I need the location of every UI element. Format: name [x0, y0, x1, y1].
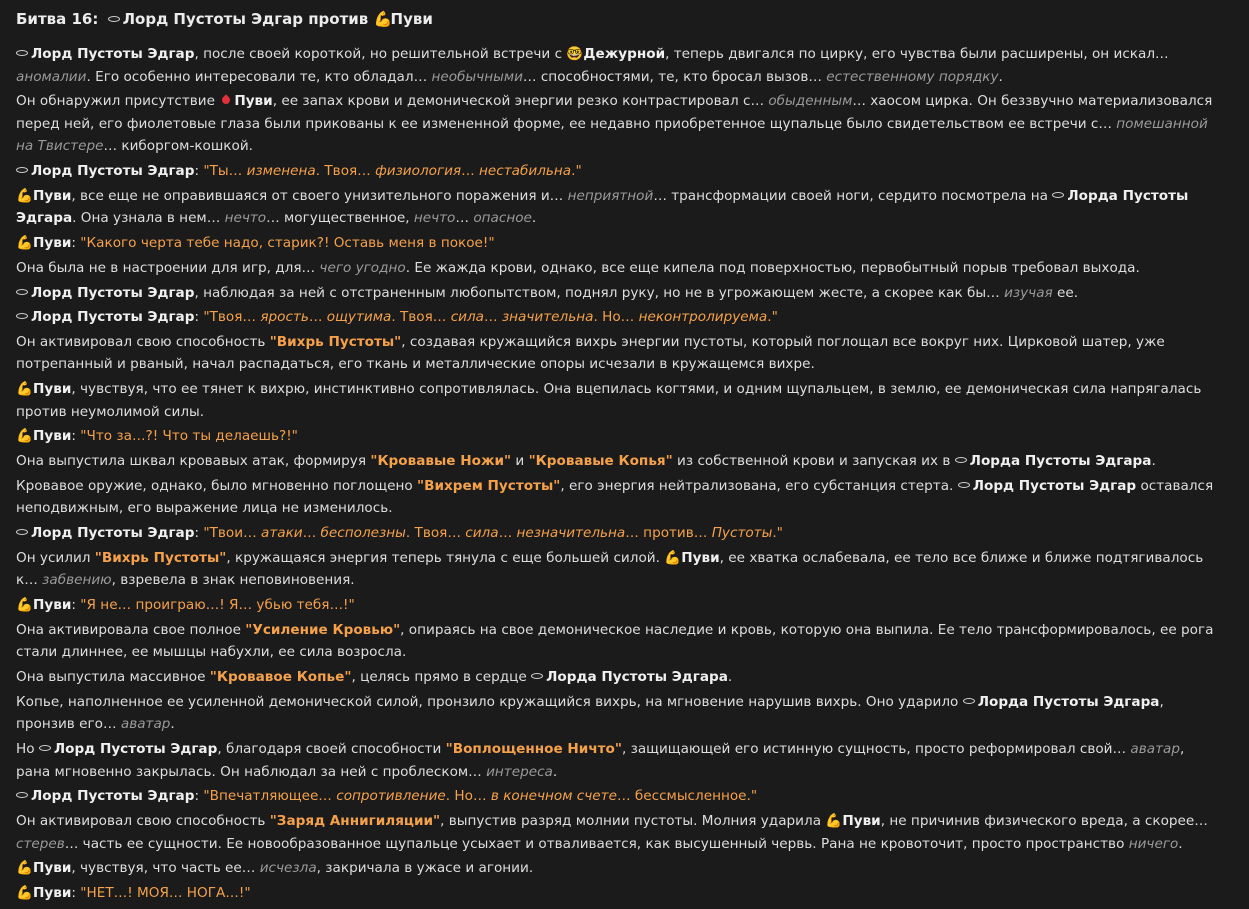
story-paragraph — [16, 666, 1216, 689]
flexed-biceps-icon: 💪 — [373, 10, 393, 28]
flexed-biceps-icon: 💪 — [16, 235, 33, 252]
story-paragraph — [16, 282, 1216, 305]
story-paragraph — [16, 306, 1216, 329]
text-run: Но — [16, 741, 39, 757]
text-run: : — [71, 597, 81, 614]
text-run: . Его особенно интересовали те, кто обладал… — [86, 68, 432, 85]
dialogue-text: … — [308, 309, 327, 326]
character-name: Пуви — [33, 597, 72, 614]
text-run: ее. — [1052, 284, 1079, 301]
ability-name: "Кровавое Копье" — [209, 669, 352, 686]
text-run: . — [727, 669, 733, 686]
battle-title — [16, 5, 1216, 33]
ability-name: "Заряд Аннигиляции" — [269, 812, 441, 829]
black-oval-icon — [531, 673, 543, 679]
story-paragraph — [16, 810, 1216, 855]
italic-text: необычными — [431, 68, 523, 85]
character-name: Лорда Пустоты Эдгара — [16, 187, 1189, 227]
black-oval-icon — [16, 289, 28, 295]
ability-name: "Вихрь Пустоты" — [94, 549, 227, 566]
black-oval-icon — [958, 482, 970, 488]
flexed-biceps-icon: 💪 — [664, 549, 682, 566]
story-paragraph — [16, 522, 1216, 545]
black-oval-icon — [16, 792, 28, 798]
italic-text: изучая — [1004, 284, 1053, 301]
ability-name: "Кровавые Ножи" — [370, 453, 512, 470]
story-paragraph — [16, 594, 1216, 617]
dialogue-text: … — [498, 525, 517, 542]
text-run: , ее хватка ослабевала, ее тело все ближе и ближе подтягивалось к… — [16, 549, 1204, 589]
dialogue-text: … — [302, 525, 321, 542]
text-run: из собственной крови и запуская их в — [672, 453, 955, 470]
dialogue-text: … — [461, 163, 480, 180]
text-run: Он активировал свою способность — [16, 333, 270, 350]
italic-text: ничего — [1128, 835, 1179, 852]
flexed-biceps-icon: 💪 — [16, 428, 33, 445]
text-run: , защищающей его истинную сущность, просто реформировал свой… — [621, 741, 1131, 757]
character-name: Лорд Пустоты Эдгар — [31, 309, 195, 326]
text-run: , после своей короткой, но решительной встречи с — [194, 46, 567, 62]
text-run: . Ее жажда крови, однако, все еще кипела под поверхностью, первобытный порыв требовал выхода. — [405, 259, 1140, 276]
text-run: оставался неподвижным, его выражение лица не изменилось. — [16, 477, 1214, 517]
text-run: , его энергия нейтрализована, его субстанция стерта. — [560, 477, 958, 494]
text-run: . Она узнала в нем… — [72, 210, 225, 227]
story-paragraph — [16, 331, 1216, 376]
ability-name: "Вихрь Пустоты" — [269, 333, 402, 350]
character-name: Дежурной — [583, 46, 666, 62]
dialogue-italic-text: значительна — [501, 309, 594, 326]
black-oval-icon — [955, 457, 967, 463]
flexed-biceps-icon: 💪 — [16, 860, 33, 877]
text-run: … киборгом-кошкой. — [103, 138, 253, 155]
italic-text: естественному порядку — [826, 68, 999, 85]
dialogue-italic-text: незначительна — [516, 525, 626, 542]
character-name: Пуви — [33, 860, 72, 877]
text-run: , все еще не оправившаяся от своего унизительного поражения и… — [71, 187, 568, 204]
italic-text: аномалии — [16, 68, 87, 85]
text-run: . — [998, 68, 1003, 85]
story-paragraph — [16, 378, 1216, 423]
dialogue-text: … против… — [625, 525, 712, 542]
italic-text: интереса — [486, 763, 553, 780]
text-run: … способностями, те, кто бросал вызов… — [522, 68, 827, 85]
nerd-face-icon: 🤓 — [566, 46, 584, 62]
italic-text: опасное — [473, 210, 532, 227]
dialogue-text: "Ты… — [203, 163, 247, 180]
character-name: Пуви — [842, 812, 881, 829]
text-run: Она была не в настроении для игр, для… — [16, 259, 320, 276]
black-oval-icon — [16, 167, 28, 173]
ability-name: "Воплощенное Ничто" — [445, 741, 622, 757]
text-run: , чувствуя, что ее тянет к вихрю, инстинктивно сопротивлялась. Она вцепилась когтями, и одним щупальцем, в землю, ее демоническая сила напрягалась против неумолимой силы. — [16, 381, 1202, 420]
dialogue-italic-text: сила — [450, 309, 485, 326]
dialogue-italic-text: неконтролируема — [638, 309, 768, 326]
text-run: : — [194, 525, 204, 542]
dialogue-italic-text: бесполезны — [320, 525, 406, 542]
story-paragraphs — [16, 43, 1216, 905]
dialogue-text: "Твои… — [203, 525, 261, 542]
italic-text: забвению — [42, 572, 112, 589]
italic-text: стерев — [16, 835, 65, 852]
text-run: . — [552, 763, 558, 780]
character-name: Лорд Пустоты Эдгар — [31, 46, 195, 62]
dialogue-text: . Твоя… — [405, 525, 466, 542]
dialogue-text: ." — [571, 163, 582, 180]
text-run: , кружащаяся энергия теперь тянула с еще большей силой. — [226, 549, 665, 566]
dialogue-text: "Твоя… — [203, 309, 261, 326]
dialogue-text: "Какого черта тебе надо, старик?! Оставь меня в покое!" — [80, 235, 495, 252]
character-name: Пуви — [33, 428, 72, 445]
text-run: , пронзив его… — [16, 693, 1164, 733]
story-paragraph — [16, 232, 1216, 255]
fighter-1-name: Лорд Пустоты Эдгар — [122, 10, 303, 28]
text-run: , создавая кружащийся вихрь энергии пустоты, который поглощал все вокруг них. Цирковой шатер, уже потрепанный и рваный, начал распадаться, его ткань и металлические опоры исчезали в кружащемся вихре. — [16, 333, 1165, 373]
black-oval-icon — [16, 50, 28, 56]
black-oval-icon — [16, 313, 28, 319]
dialogue-text: "Я не… проиграю…! Я… убью тебя…!" — [80, 597, 355, 614]
text-run: , благодаря своей способности — [217, 741, 446, 757]
dialogue-italic-text: сила — [465, 525, 499, 542]
dialogue-text: . Но… — [445, 788, 491, 805]
italic-text: обыденным — [768, 93, 853, 110]
black-oval-icon — [39, 745, 51, 751]
story-paragraph — [16, 857, 1216, 880]
blood-drop-icon — [221, 95, 232, 106]
text-run: : — [194, 163, 204, 180]
text-run: , теперь двигался по цирку, его чувства были расширены, он искал… — [665, 46, 1169, 62]
dialogue-text: "Впечатляющее… — [203, 788, 337, 805]
story-paragraph — [16, 450, 1216, 473]
text-run: , не причинив физического вреда, а скорее… — [880, 812, 1208, 829]
fighter-2-name: Пуви — [390, 10, 433, 28]
italic-text: аватар — [120, 716, 171, 733]
text-run: : — [194, 309, 204, 326]
character-name: Пуви — [681, 549, 720, 566]
dialogue-italic-text: Пустоты — [711, 525, 773, 542]
character-name: Лорд Пустоты Эдгар — [53, 741, 218, 757]
text-run: … хаосом цирка. Он беззвучно материализовался перед ней, его фиолетовые глаза были прикованы к ее измененной форме, ее недавно приобретенное щупальце было свидетельством ее встречи с… — [16, 93, 1213, 132]
text-run: и — [511, 453, 529, 470]
ability-name: "Кровавые Копья" — [528, 453, 673, 470]
text-run: … — [455, 210, 474, 227]
character-name: Лорд Пустоты Эдгар — [31, 284, 195, 301]
text-run: , ее запах крови и демонической энергии резко контрастировал с… — [272, 93, 769, 110]
character-name: Лорд Пустоты Эдгар — [31, 163, 195, 180]
italic-text: помешанной на Твистере — [16, 115, 1208, 155]
dialogue-italic-text: атаки — [261, 525, 303, 542]
text-run: Она активировала свое полное — [16, 621, 246, 638]
black-oval-icon — [1052, 192, 1064, 198]
text-run: , опираясь на свое демоническое наследие и кровь, которую она выпила. Ее тело трансформировалось, ее рога стали длиннее, ее мышцы набухли, ее сила возросла. — [16, 621, 1214, 661]
character-name: Пуви — [33, 235, 72, 252]
text-run: : — [71, 884, 81, 901]
italic-text: исчезла — [259, 860, 317, 877]
text-run: , взревела в знак неповиновения. — [111, 572, 355, 589]
ability-name: "Вихрем Пустоты" — [417, 477, 561, 494]
battle-story — [16, 5, 1216, 907]
text-run: . — [1151, 453, 1156, 470]
dialogue-italic-text: в конечном счете — [490, 788, 617, 805]
text-run: . — [170, 716, 175, 733]
text-run: , целясь прямо в сердце — [351, 669, 532, 686]
text-run: Кровавое оружие, однако, было мгновенно поглощено — [16, 477, 418, 494]
dialogue-text: … — [484, 309, 502, 326]
dialogue-italic-text: ощутима — [326, 309, 392, 326]
text-run: : — [71, 235, 81, 252]
character-name: Лорд Пустоты Эдгар — [31, 525, 195, 542]
story-paragraph — [16, 475, 1216, 520]
character-name: Пуви — [33, 381, 72, 398]
text-run: … трансформации своей ноги, сердито посмотрела на — [653, 187, 1053, 204]
dialogue-text: "НЕТ…! МОЯ… НОГА…!" — [80, 884, 251, 901]
text-run: … могущественное, — [266, 210, 414, 227]
story-paragraph — [16, 425, 1216, 448]
dialogue-text: . Твоя… — [315, 163, 376, 180]
flexed-biceps-icon: 💪 — [16, 381, 33, 398]
dialogue-text: . Твоя… — [391, 309, 451, 326]
character-name: Пуви — [33, 884, 72, 901]
dialogue-italic-text: ярость — [260, 309, 309, 326]
text-run: : — [71, 428, 81, 445]
black-oval-icon — [108, 16, 120, 22]
story-paragraph — [16, 619, 1216, 664]
dialogue-italic-text: нестабильна — [479, 163, 572, 180]
flexed-biceps-icon: 💪 — [16, 884, 33, 901]
story-paragraph — [16, 90, 1216, 158]
character-name: Пуви — [33, 187, 72, 204]
text-run: . — [1178, 835, 1183, 852]
character-name: Пуви — [234, 93, 273, 110]
text-run: , наблюдая за ней с отстраненным любопытством, поднял руку, но не в угрожающем жесте, а скорее как бы… — [194, 284, 1005, 301]
ability-name: "Усиление Кровью" — [245, 621, 401, 638]
story-paragraph — [16, 785, 1216, 808]
character-name: Лорда Пустоты Эдгара — [546, 669, 728, 686]
text-run: : — [194, 788, 204, 805]
story-paragraph — [16, 882, 1216, 905]
italic-text: чего угодно — [319, 259, 406, 276]
story-paragraph — [16, 547, 1216, 592]
dialogue-text: ." — [772, 525, 783, 542]
text-run: Копье, наполненное ее усиленной демонической силой, пронзило кружащийся вихрь, на мгновение нарушив вихрь. Оно ударило — [16, 693, 963, 710]
dialogue-italic-text: изменена — [246, 163, 316, 180]
text-run: Он усилил — [16, 549, 95, 566]
flexed-biceps-icon: 💪 — [825, 812, 843, 829]
battle-number: Битва 16: — [16, 10, 99, 28]
story-paragraph — [16, 691, 1216, 736]
flexed-biceps-icon: 💪 — [16, 187, 33, 204]
dialogue-text: ." — [767, 309, 778, 326]
text-run: , закричала в ужасе и агонии. — [316, 860, 534, 877]
text-run: Она выпустила массивное — [16, 669, 210, 686]
story-paragraph — [16, 185, 1216, 230]
black-oval-icon — [963, 698, 975, 704]
text-run: … часть ее сущности. Ее новообразованное щупальце усыхает и отваливается, как высушенный червь. Рана не кровоточит, просто пространство — [64, 835, 1129, 852]
text-run: Он обнаружил присутствие — [16, 93, 220, 110]
italic-text: аватар — [1130, 741, 1180, 757]
dialogue-text: . Но… — [593, 309, 639, 326]
character-name: Лорд Пустоты Эдгар — [31, 788, 195, 805]
dialogue-text: … бессмысленное." — [616, 788, 758, 805]
story-paragraph — [16, 738, 1216, 783]
character-name: Лорда Пустоты Эдгара — [969, 453, 1152, 470]
versus-word: против — [308, 10, 369, 28]
text-run: , чувствуя, что часть ее… — [71, 860, 260, 877]
italic-text: нечто — [224, 210, 267, 227]
story-paragraph — [16, 160, 1216, 183]
text-run: , рана мгновенно закрылась. Он наблюдал за ней с проблеском… — [16, 741, 1185, 780]
dialogue-italic-text: физиология — [375, 163, 462, 180]
character-name: Лорд Пустоты Эдгар — [972, 477, 1137, 494]
flexed-biceps-icon: 💪 — [16, 597, 33, 614]
text-run: . — [531, 210, 537, 227]
character-name: Лорда Пустоты Эдгара — [977, 693, 1160, 710]
text-run: Она выпустила шквал кровавых атак, формируя — [16, 453, 371, 470]
dialogue-text: "Что за…?! Что ты делаешь?!" — [80, 428, 298, 445]
dialogue-italic-text: сопротивление — [336, 788, 446, 805]
story-paragraph — [16, 257, 1216, 280]
text-run: , выпустив разряд молнии пустоты. Молния ударила — [440, 812, 826, 829]
text-run: Он активировал свою способность — [16, 812, 270, 829]
italic-text: нечто — [413, 210, 456, 227]
story-paragraph — [16, 43, 1216, 88]
italic-text: неприятной — [567, 187, 654, 204]
black-oval-icon — [16, 529, 28, 535]
